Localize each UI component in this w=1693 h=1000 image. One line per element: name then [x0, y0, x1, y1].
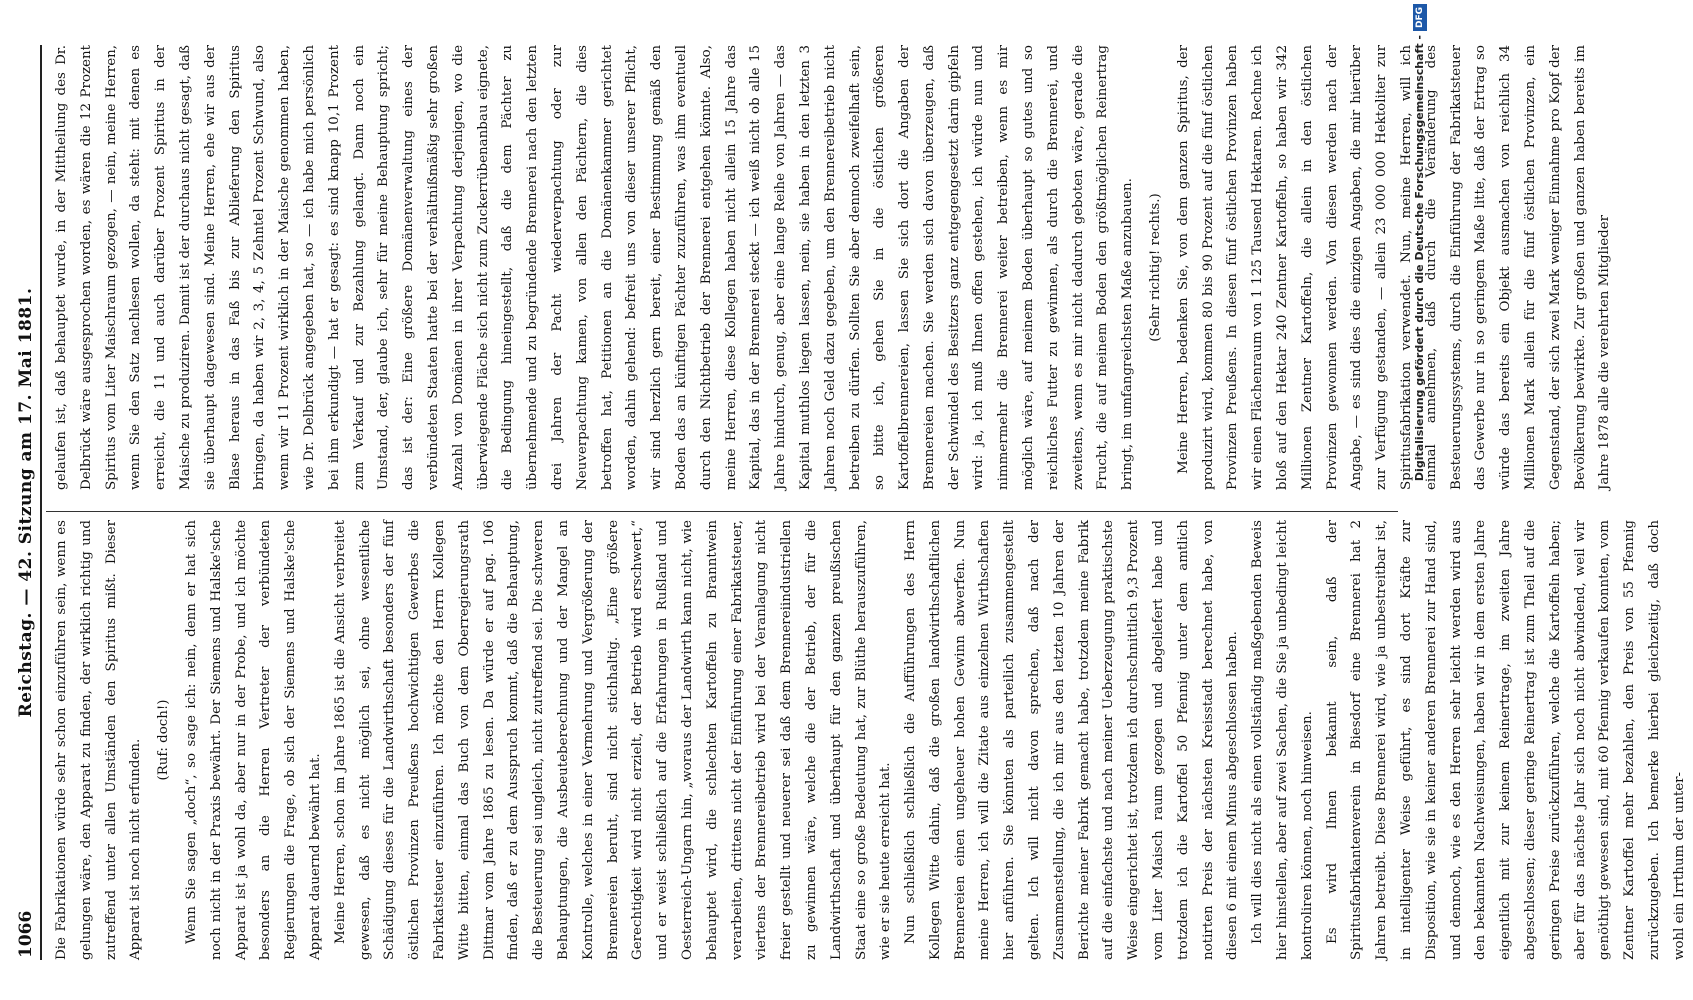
watermark-text [1409, 0, 1431, 1000]
column-divider [46, 511, 1398, 512]
interjection: (Sehr richtig! rechts.) [1148, 193, 1164, 342]
right-column [50, 45, 1618, 490]
paragraph: Ich will dies nicht als einen vollständig maßgebenden Beweis hier hinstellen, aber auf zwei Sachen, die Sie ja unbedingt leicht kontroliren können, noch hinweisen. [1250, 520, 1315, 960]
page-header [14, 45, 42, 960]
paragraph: Es wird Ihnen bekannt sein, daß der Spiritusfabrikantenverein in Biesdorf eine Brennerei hat 2 Jahren betreibt. Diese Brennerei wird, wie ja unbestreitbar ist, in intelligenter Weise geführt, es sind dort Kräfte zur Disposition, wie sie in keiner anderen Brennerei zur Hand sind, und dennoch, wie es den Herren sehr leicht werden wird aus den bekannten Nachweisungen, haben wir in dem ersten Jahre eigentlich mit zur keinem Reinertrage, im zweiten Jahre abgeschlossen; dieser geringe Reinertrag ist zum Theil auf die geringen Preise zurückzuführen, welche die Kartoffeln haben; aber für das nächste Jahr sich noch nicht abwindend, weil wir genöthigt gewesen sind, mit 60 Pfennig verkaufen konnten, vom Zentner Kartoffel mehr bezahlen, den Preis von 55 Pfennig zurückzugeben. Ich bemerke hierbei gleichzeitig, daß doch wohl ein Irrthum der unter- [1324, 520, 1687, 960]
paragraph: Wenn Sie sagen „doch“, so sage ich: nein, denn er hat sich noch nicht in der Praxis bewährt. Der Siemens und Halske'sche Apparat ist ja wohl da, aber nur in der Probe, und ich möchte besonders an die Herren Vertreter der verbündeten Regierungen die Frage, ob sich der Siemens und Halske'sche Apparat dauernd bewährt hat. [183, 520, 323, 960]
dfg-logo-badge: DFG [1413, 4, 1427, 31]
left-column [50, 520, 1693, 960]
running-title: Reichstag. — 42. Sitzung am 17. Mai 1881. [16, 287, 36, 718]
page-number: 1066 [16, 910, 36, 958]
watermark-label: Digitalisierung gefördert durch die Deutsche Forschungsgemeinschaft - [1413, 35, 1426, 482]
paragraph: Nun schließlich schließlich die Aufführungen des Herrn Kollegen Witte dahin, daß die großen landwirthschaftlichen Brennereien einen ungeheuer hohen Gewinn abwerfen. Nun meine Herren, ich will die Zitate aus einzelnen Wirthschaften hier anführen. Sie könnten als parteilich zusammengestellt gelten. Ich will nicht davon sprechen, daß nach der Zusammenstellung, die ich mir aus den letzten 10 Jahren der Berichte meiner Fabrik gemacht habe, trotzdem meine Fabrik auf die einfachste und nach meiner Ueberzeugung praktischste Weise eingerichtet ist, trotzdem ich durchschnittlich 9,3 Prozent vom Liter Maisch raum gezogen und abgeliefert habe und trotzdem ich die Kartoffel 50 Pfennig unter dem amtlich notirten Preis der nächsten Kreisstadt berechnet habe, von diesen 6 mit einem Minus abgeschlossen haben. [903, 520, 1241, 960]
interjection: (Ruf: doch!) [156, 699, 172, 781]
paragraph: Die Fabrikationen würde sehr schon einzuführen sein, wenn es gelungen wäre, den Apparat zu finden, der wirklich richtig und zutreffend unter allen Umständen den Spiritus mißt. Dieser Apparat ist noch nicht erfunden. [54, 520, 144, 960]
paragraph: Meine Herren, schon im Jahre 1865 ist die Ansicht verbreitet gewesen, daß es nicht möglich sei, ohne wesentliche Schädigung dieses für die Landwirthschaft besonders der fünf östlichen Provinzen Preußens hochwichtigen Gewerbes die Fabrikatsteuer einzuführen. Ich möchte den Herrn Kollegen Witte bitten, einmal das Buch von dem Oberregierungsrath Dittmar vom Jahre 1865 zu lesen. Da würde er auf pag. 106 finden, daß er zu dem Ausspruch kommt, daß die Behauptung, die Besteuerung sei ungleich, nicht zutreffend sei. Die schweren Behauptungen, die Ausbeuteberechnung und der Mangel an Kontrolle, welches in einer Vermehrung und Vergrößerung der Brennereien beruht, sind nicht stichhaltig. „Eine größere Gerechtigkeit wird nicht erzielt, der Betrieb wird erschwert,“ und er weist schließlich auf die Erfahrungen in Rußland und Oesterreich-Ungarn hin, „woraus der Landwirth kann nicht, wie behauptet wird, die schlechten Kartoffeln zu Branntwein verarbeiten, drittens nicht der Einführung einer Fabrikatsteuer, viertens der Brennereibetrieb wird bei der Veranlagung nicht freier gestellt und neuerer sei daß dem Brennereiindustriellen zu gewinnen wäre, welche die der Betrieb, der für die Landwirthschaft und überhaupt für den ganzen preußischen Staat eine so große Bedeutung hat, zur Blüthe herauszuführen, wie er sie heute erreicht hat. [332, 520, 894, 960]
dfg-watermark [1409, 0, 1431, 1000]
paragraph: gelaufen ist, daß behauptet wurde, in der Mittheilung des Dr. Delbrück wäre ausgesprochen worden, es wären die 12 Prozent Spiritus vom Liter Maischraum gezogen, — nein, meine Herren, wenn Sie den Satz nachlesen wollen, da steht: mit denen es erreicht, die 11 und auch darüber Prozent Spiritus in der Maische zu produziren. Damit ist der durchaus nicht gesagt, daß sie überhaupt dagewesen sind. Meine Herren, ehe wir aus der Blase heraus in das Faß bis zur Ablieferung den Spiritus bringen, da haben wir 2, 3, 4, 5 Zehntel Prozent Schwund, also wenn wir 11 Prozent wirklich in der Maische genommen haben, wie Dr. Delbrück angegeben hat, so — ich habe mich persönlich bei ihm erkundigt — hat er gesagt: es sind knapp 10,1 Prozent zum Verkauf und zur Bezahlung gelangt. Dann noch ein Umstand, der, glaube ich, sehr für meine Behauptung spricht; das ist der: Eine größere Domänenverwaltung eines der verbündeten Staaten hatte bei der verhältnißmäßig sehr großen Anzahl von Domänen in ihrer Verpachtung derjenigen, wo die überwiegende Fläche sich nicht zum Zuckerrübenanbau eignete, die Bedingung hineingestellt, daß die dem Pächter zu übernehmende und zu begründende Brennerei nach den letzten drei Jahren der Pacht wiederverpachtung oder zur Neuverpachtung kamen, von allen den Pächtern, die dies betroffen hat, Petitionen an die Domänenkammer gerichtet worden, dahin gehend: befreit uns von dieser unserer Pflicht, wir sind herzlich gern bereit, einer Bestimmung gemäß den Boden das an künftigen Pächter zuzuführen, was ihm eventuell durch den Nichtbetrieb der Brennerei entgehen könnte. Also, meine Herren, diese Kollegen haben nicht allein 15 Jahre das Kapital, das in der Brennerei steckt — ich weiß nicht ob alle 15 Jahre hindurch, genug, aber eine lange Reihe von Jahren — das Kapital muthlos liegen lassen, nein, sie haben in den letzten 3 Jahren noch Geld dazu gegeben, um den Brennereibetrieb nicht betreiben zu dürfen. Sollten Sie aber dennoch zweifelhaft sein, so bitte ich, gehen Sie in die östlichen größeren Kartoffelbrennereien, lassen Sie sich dort die Angaben der Brennereien machen. Sie werden sich davon überzeugen, daß der Schwindel des Besitzers ganz entgegengesetzt darin gipfeln wird: ja, ich muß Ihnen offen gestehen, ich würde nun und nimmermehr die Brennerei weiter betreiben, wenn es mir möglich wäre, auf meinem Boden überhaupt so gutes und so reichliches Futter zu gewinnen, als durch die Brennerei, und zweitens, wenn es mir nicht dadurch geboten wäre, gerade die Frucht, die auf meinem Boden den größtmöglichen Reinertrag bringt, im umfangreichsten Maße anzubauen. [54, 45, 1136, 490]
paragraph: Meine Herren, bedenken Sie, von dem ganzen Spiritus, der produzirt wird, kommen 80 bis 90 Prozent auf die fünf östlichen Provinzen Preußens. In diesen fünf östlichen Provinzen haben wir einen Flächenraum von 1 125 Tausend Hektaren. Rechne ich bloß auf den Hektar 240 Zentner Kartoffeln, so haben wir 342 Millionen Zentner Kartoffeln, die allein in den östlichen Provinzen gewonnen werden. Von diesen werden nach der Angabe, — es sind dies die einzigen Angaben, die mir hierüber zur Verfügung gestanden, — allein 23 000 000 Hektoliter zur Spiritusfabrikation verwendet. Nun, meine Herren, will ich einmal annehmen, daß durch die Veränderung des Besteuerungssystems, durch die Einführung der Fabrikatsteuer das Gewerbe nur in so geringem Maße litte, daß der Ertrag so würde das bereits ein Objekt ausmachen von reichlich 34 Millionen Mark allein für die fünf östlichen Provinzen, ein Gegenstand, der sich zwei Mark weniger Einnahme pro Kopf der Bevölkerung bewirkte. Zur großen und ganzen haben bereits im Jahre 1878 alle die verehrten Mitglieder [1175, 45, 1613, 490]
